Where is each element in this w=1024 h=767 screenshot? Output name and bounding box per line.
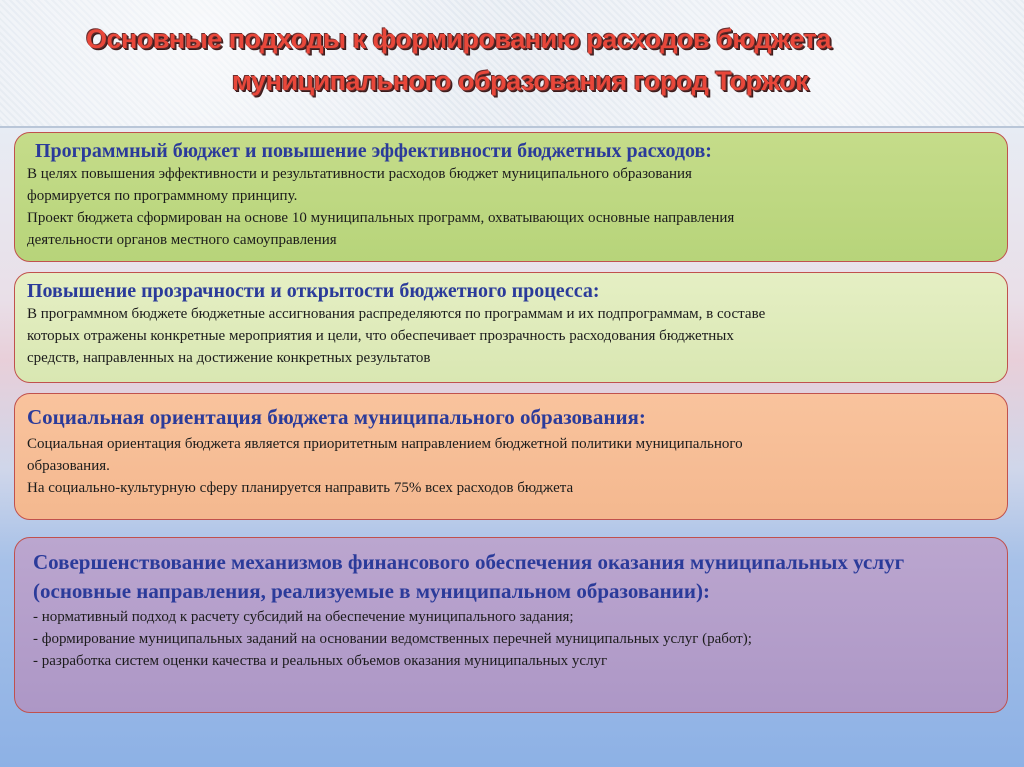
slide-title-line-1: Основные подходы к формированию расходов бюджета — [86, 24, 831, 54]
section-social-orientation — [14, 393, 1008, 520]
slide-title-line-2: муниципального образования город Торжок — [232, 66, 809, 96]
title-banner — [0, 0, 1024, 128]
section-heading: Программный бюджет и повышение эффективности бюджетных расходов: — [35, 140, 712, 162]
section-text-line: Социальная ориентация бюджета является приоритетным направлением бюджетной политики муниципального — [27, 436, 743, 452]
section-heading: Совершенствование механизмов финансового обеспечения оказания муниципальных услуг (основные направления, реализуемые в муниципальном образовании): — [33, 550, 905, 603]
section-text-line: В целях повышения эффективности и результативности расходов бюджет муниципального образования — [27, 166, 692, 182]
section-text-line: Проект бюджета сформирован на основе 10 муниципальных программ, охватывающих основные направления — [27, 210, 735, 226]
section-heading: Социальная ориентация бюджета муниципального образования: — [27, 405, 646, 429]
section-text-line: деятельности органов местного самоуправления — [27, 232, 337, 248]
section-text-line: которых отражены конкретные мероприятия и цели, что обеспечивает прозрачность расходования бюджетных — [27, 328, 734, 344]
section-text-line: В программном бюджете бюджетные ассигнования распределяются по программам и их подпрограммам, в составе — [27, 306, 766, 322]
list-item: - формирование муниципальных заданий на основании ведомственных перечней муниципальных услуг (работ); — [33, 631, 752, 647]
section-text-line: формируется по программному принципу. — [27, 188, 298, 204]
section-text-line: На социально-культурную сферу планируется направить 75% всех расходов бюджета — [27, 480, 574, 496]
section-financing-mechanisms — [14, 537, 1008, 713]
list-item: - разработка систем оценки качества и реальных объемов оказания муниципальных услуг — [33, 653, 608, 669]
section-heading: Повышение прозрачности и открытости бюджетного процесса: — [27, 280, 600, 302]
section-transparency — [14, 272, 1008, 383]
section-text-line: средств, направленных на достижение конкретных результатов — [27, 350, 431, 366]
list-item: - нормативный подход к расчету субсидий на обеспечение муниципального задания; — [33, 609, 574, 625]
section-text-line: образования. — [27, 458, 110, 474]
section-program-budget — [14, 132, 1008, 262]
